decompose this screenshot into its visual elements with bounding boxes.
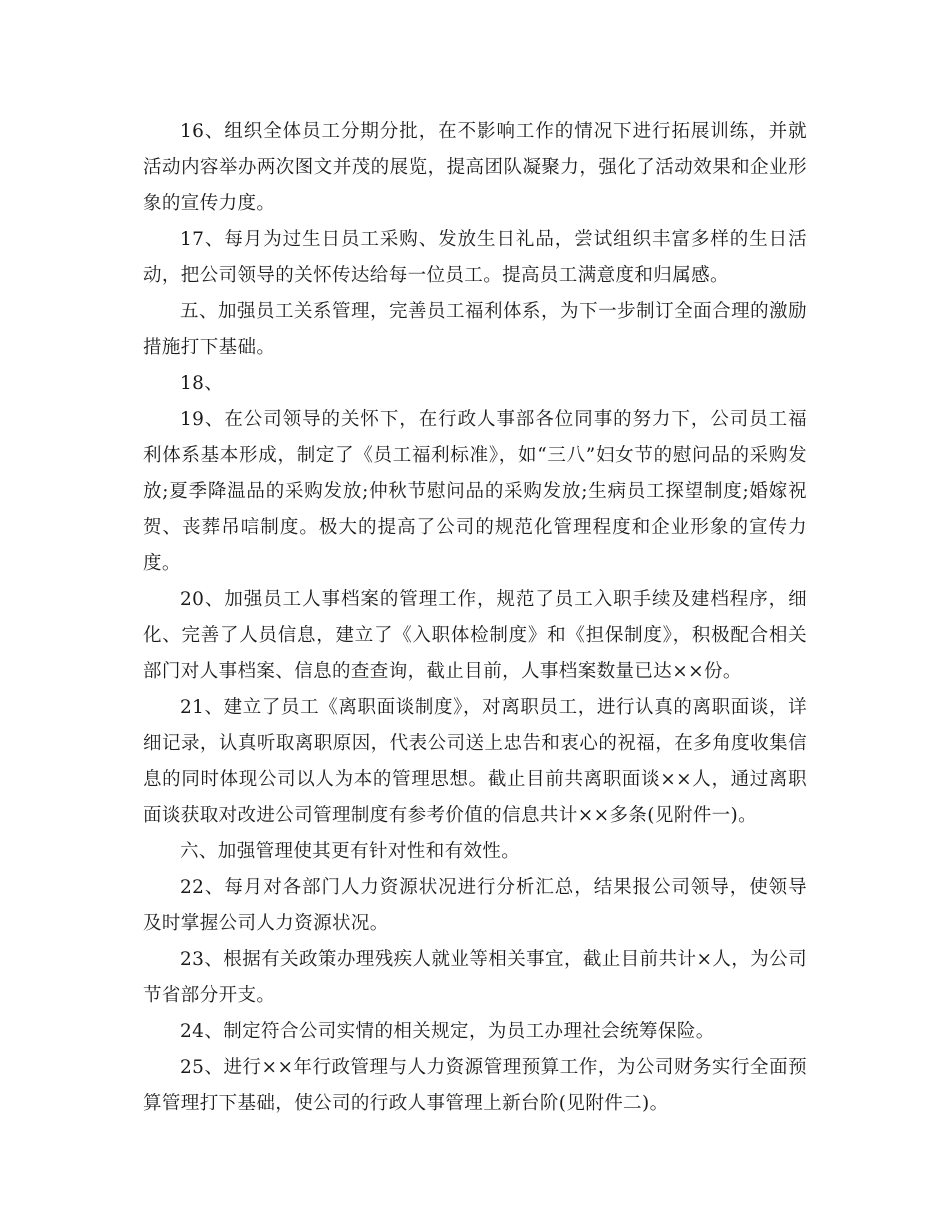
paragraph-16: 16、组织全体员工分期分批，在不影响工作的情况下进行拓展训练，并就活动内容举办两次图文并茂的展览，提高团队凝聚力，强化了活动效果和企业形象的宣传力度。 [143, 121, 807, 214]
paragraph-24: 24、制定符合公司实情的相关规定，为员工办理社会统筹保险。 [180, 1021, 715, 1042]
paragraph-25: 25、进行××年行政管理与人力资源管理预算工作，为公司财务实行全面预算管理打下基础，使公司的行政人事管理上新台阶(见附件二)。 [143, 1057, 807, 1114]
section-heading-6: 六、加强管理使其更有针对性和有效性。 [180, 841, 521, 862]
document-body [143, 114, 807, 1122]
paragraph-18: 18、 [180, 373, 224, 394]
paragraph-21: 21、建立了员工《离职面谈制度》，对离职员工，进行认真的离职面谈，详细记录，认真听取离职原因，代表公司送上忠告和衷心的祝福，在多角度收集信息的同时体现公司以人为本的管理思想。截止目前共离职面谈××人，通过离职面谈获取对改进公司管理制度有参考价值的信息共计××多条(见附件一)。 [143, 697, 807, 826]
paragraph-22: 22、每月对各部门人力资源状况进行分析汇总，结果报公司领导，使领导及时掌握公司人力资源状况。 [143, 877, 807, 934]
paragraph-23: 23、根据有关政策办理残疾人就业等相关事宜，截止目前共计×人，为公司节省部分开支。 [143, 949, 807, 1006]
section-heading-5: 五、加强员工关系管理，完善员工福利体系，为下一步制订全面合理的激励措施打下基础。 [143, 301, 807, 358]
paragraph-20: 20、加强员工人事档案的管理工作，规范了员工入职手续及建档程序，细化、完善了人员信息，建立了《入职体检制度》和《担保制度》，积极配合相关部门对人事档案、信息的查查询，截止目前，人事档案数量已达××份。 [143, 589, 807, 682]
paragraph-19: 19、在公司领导的关怀下，在行政人事部各位同事的努力下，公司员工福利体系基本形成，制定了《员工福利标准》，如“三八”妇女节的慰问品的采购发放;夏季降温品的采购发放;仲秋节慰问品的采购发放;生病员工探望制度;婚嫁祝贺、丧葬吊唁制度。极大的提高了公司的规范化管理程度和企业形象的宣传力度。 [143, 409, 807, 574]
paragraph-17: 17、每月为过生日员工采购、发放生日礼品，尝试组织丰富多样的生日活动，把公司领导的关怀传达给每一位员工。提高员工满意度和归属感。 [143, 229, 807, 286]
